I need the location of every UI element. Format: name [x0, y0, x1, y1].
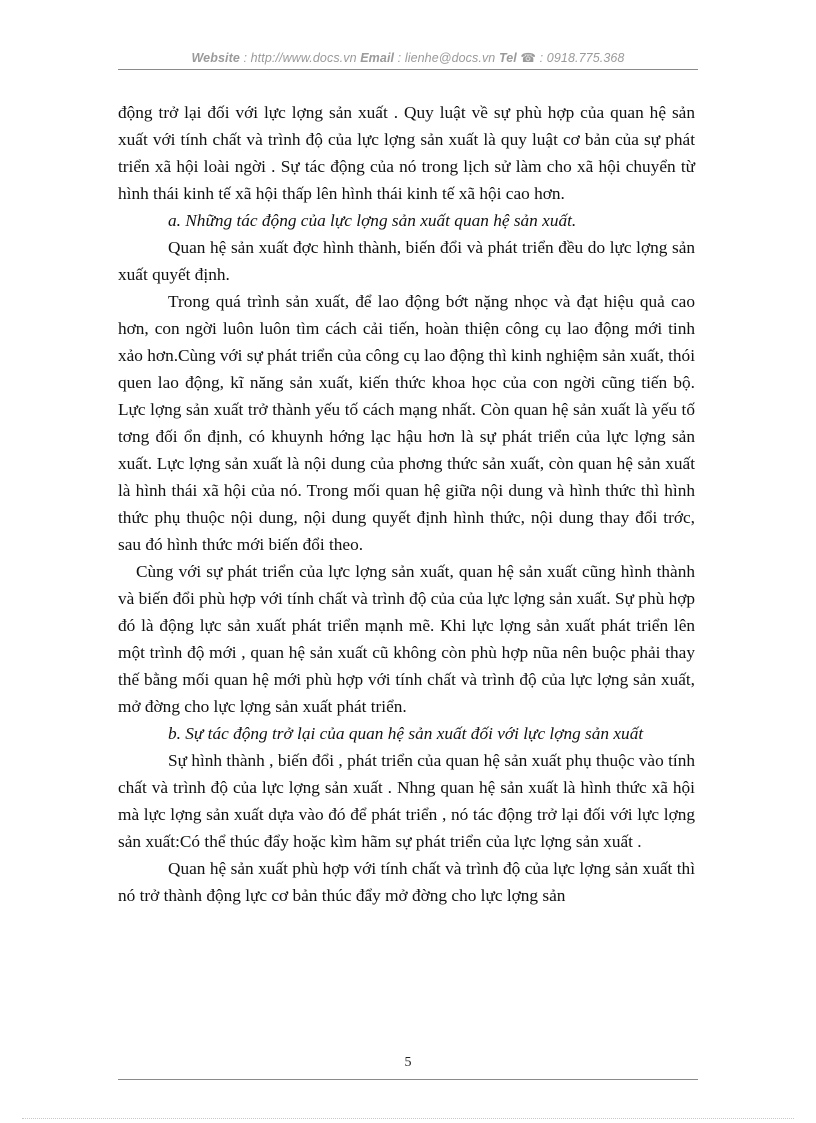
- paragraph: Trong quá trình sản xuất, để lao động bớt nặng nhọc và đạt hiệu quả cao hơn, con ngời luôn luôn tìm cách cải tiến, hoàn thiện công cụ lao động mới tinh xảo hơn.Cùng với sự phát triển của công cụ lao động thì kinh nghiệm sản xuất, thói quen lao động, kĩ năng sản xuất, kiến thức khoa học của con ngời cũng tiến bộ. Lực lợng sản xuất trở thành yếu tố cách mạng nhất. Còn quan hệ sản xuất là yếu tố tơng đối ổn định, có khuynh hớng lạc hậu hơn là sự phát triển của lực lợng sản xuất. Lực lợng sản xuất là nội dung của phơng thức sản xuất, còn quan hệ sản xuất là hình thái xã hội của nó. Trong mối quan hệ giữa nội dung và hình thức thì hình thức phụ thuộc nội dung, nội dung quyết định hình thức, nội dung thay đổi trớc, sau đó hình thức mới biến đổi theo.: [118, 292, 695, 554]
- paragraph-continuation: động trở lại đối với lực lợng sản xuất . Quy luật về sự phù hợp của quan hệ sản xuất với tính chất và trình độ của lực lợng sản xuất là quy luật cơ bản của sự phát triển xã hội loài ngời . Sự tác động của nó trong lịch sử làm cho xã hội chuyển từ hình thái kinh tế xã hội thấp lên hình thái kinh tế xã hội cao hơn.: [118, 103, 695, 203]
- tel-label: Tel: [498, 51, 517, 65]
- page-number: 5: [404, 1055, 412, 1070]
- website-value: : http://www.docs.vn: [243, 51, 357, 65]
- website-label: Website: [191, 51, 240, 65]
- email-value: : lienhe@docs.vn: [397, 51, 496, 65]
- paragraph: Quan hệ sản xuất đợc hình thành, biến đổi và phát triển đều do lực lợng sản xuất quyết định.: [118, 238, 695, 284]
- email-label: Email: [360, 51, 395, 65]
- paragraph: Sự hình thành , biến đổi , phát triển của quan hệ sản xuất phụ thuộc vào tính chất và trình độ của lực lợng sản xuất . Nhng quan hệ sản xuất là hình thức xã hội mà lực lợng sản xuất dựa vào đó để phát triển , nó tác động trở lại đối với lực lợng sản xuất:Có thể thúc đẩy hoặc kìm hãm sự phát triển của lực lợng sản xuất .: [118, 751, 695, 851]
- section-heading-b: b. Sự tác động trở lại của quan hệ sản xuất đối với lực lợng sản xuất: [168, 724, 644, 743]
- tel-value: ☎ : 0918.775.368: [520, 51, 625, 65]
- section-heading-a: a. Những tác động của lực lợng sản xuất quan hệ sản xuất.: [168, 211, 577, 230]
- header-divider: [118, 69, 698, 70]
- page-edge-dots: [22, 1118, 794, 1119]
- page-body: [118, 99, 695, 909]
- paragraph: Cùng với sự phát triển của lực lợng sản xuất, quan hệ sản xuất cũng hình thành và biến đổi phù hợp với tính chất và trình độ của của lực lợng sản xuất. Sự phù hợp đó là động lực sản xuất phát triển mạnh mẽ. Khi lực lợng sản xuất phát triển lên một trình độ mới , quan hệ sản xuất cũ không còn phù hợp nũa nên buộc phải thay thế bằng mối quan hệ mới phù hợp với tính chất và trình độ của lực lợng sản xuất, mở đờng cho lực lợng sản xuất phát triển.: [118, 562, 695, 716]
- paragraph: Quan hệ sản xuất phù hợp với tính chất và trình độ của lực lợng sản xuất thì nó trở thành động lực cơ bản thúc đẩy mở đờng cho lực lợng sản: [118, 859, 695, 905]
- page-header: [118, 50, 698, 65]
- footer-divider: [118, 1079, 698, 1080]
